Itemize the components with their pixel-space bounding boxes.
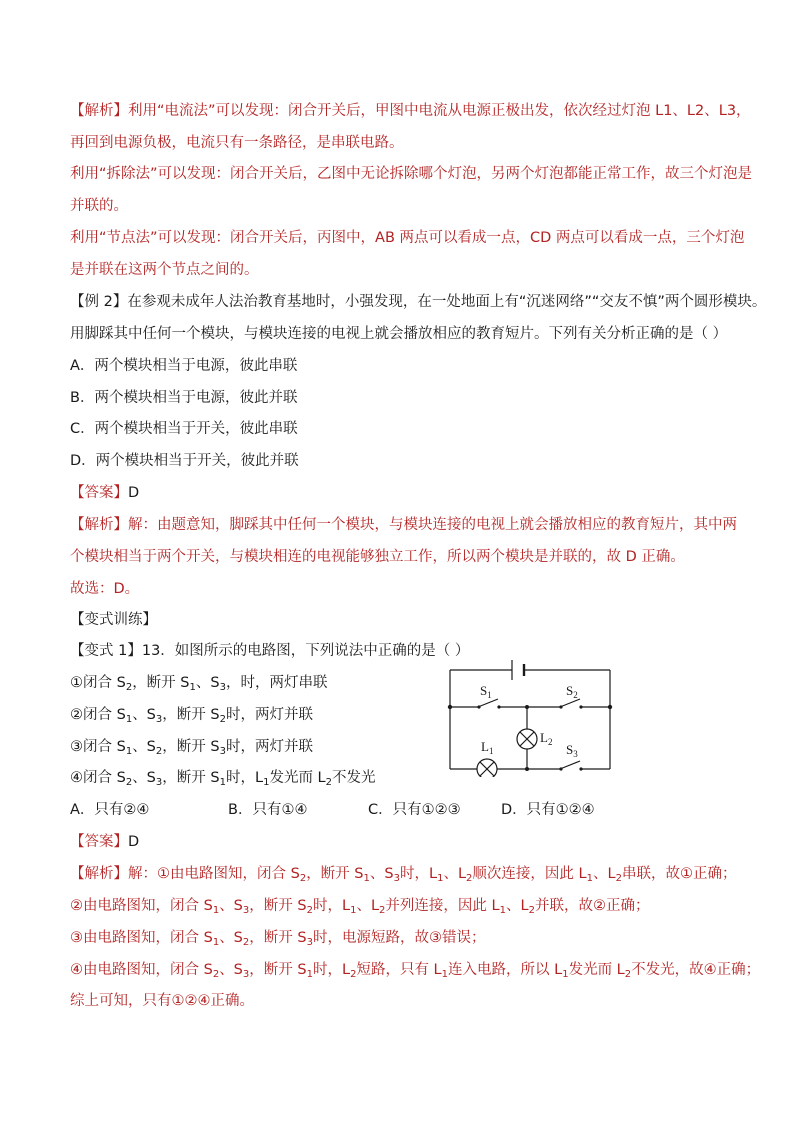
analysis-tag: 【解析】 bbox=[70, 517, 128, 533]
example2-line-1: 【例 2】在参观未成年人法治教育基地时，小强发现，在一处地面上有“沉迷网络”“交友不慎”两个圆形模块。 bbox=[70, 294, 767, 310]
junction-middle-top bbox=[525, 705, 529, 709]
label-s3: $S_3$ bbox=[566, 742, 578, 759]
example2-line-2: 用脚踩其中任何一个模块，与模块连接的电视上就会播放相应的教育短片。下列有关分析正确的是（ ） bbox=[70, 326, 728, 342]
choice-c: C．只有①②③ bbox=[368, 802, 461, 818]
variant1-analysis-1: 【解析】解：①由电路图知，闭合 $S_2$，断开 $S_1$、$S_3$时，$L_1$、$L_2$顺次连接，因此 $L_1$、$L_2$串联，故①正确； bbox=[70, 866, 737, 884]
variant1-analysis-4: ④由电路图知，闭合 $S_2$、$S_3$，断开 $S_1$时，$L_2$短路，只有 $L_1$连入电路，所以 $L_1$发光而 $L_2$不发光，故④正确； bbox=[70, 962, 761, 980]
variant1-answer: 【答案】D bbox=[70, 834, 140, 850]
switch-s1 bbox=[478, 699, 498, 707]
label-s2: $S_2$ bbox=[566, 683, 578, 700]
example2-analysis-line-1: 【解析】解：由题意知，脚踩其中任何一个模块，与模块连接的电视上就会播放相应的教育短片，其中两 bbox=[70, 517, 737, 533]
lamp-l2-icon bbox=[517, 729, 537, 749]
example2-option-a: A．两个模块相当于电源，彼此串联 bbox=[70, 358, 298, 374]
analysis-line-6: 是并联在这两个节点之间的。 bbox=[70, 262, 259, 278]
analysis-line-4: 并联的。 bbox=[70, 198, 128, 214]
example2-tag: 【例 2】 bbox=[70, 294, 128, 310]
example2-analysis-line-2: 个模块相当于两个开关，与模块相连的电视能够独立工作，所以两个模块是并联的，故 D 正确。 bbox=[70, 549, 685, 565]
junction-left bbox=[448, 705, 452, 709]
answer-tag: 【答案】 bbox=[70, 485, 128, 501]
choice-a: A．只有②④ bbox=[70, 802, 150, 818]
analysis-line-3: 利用“拆除法”可以发现：闭合开关后，乙图中无论拆除哪个灯泡，另两个灯泡都能正常工作，故三个灯泡是 bbox=[70, 166, 753, 182]
lamp-l1-icon bbox=[477, 759, 497, 777]
label-l2: $L_2$ bbox=[540, 730, 553, 747]
variant1-choices bbox=[70, 800, 595, 820]
junction-right bbox=[608, 705, 612, 709]
junction-middle-bottom bbox=[525, 767, 529, 771]
answer-tag: 【答案】 bbox=[70, 834, 128, 850]
label-s1: $S_1$ bbox=[480, 683, 492, 700]
circuit-diagram bbox=[440, 652, 620, 777]
variant1-analysis-5: 综上可知，只有①②④正确。 bbox=[70, 993, 254, 1009]
example2-choice: 故选：D。 bbox=[70, 581, 140, 597]
switch-s3 bbox=[560, 761, 580, 769]
variant1-analysis-3: ③由电路图知，闭合 $S_1$、$S_2$，断开 $S_3$时，电源短路，故③错误； bbox=[70, 930, 486, 948]
analysis-tag: 【解析】 bbox=[70, 103, 128, 119]
analysis-tag: 【解析】 bbox=[70, 866, 128, 882]
switch-s2 bbox=[560, 699, 580, 707]
variant1-statement-3: ③闭合 $S_1$、$S_2$，断开 $S_3$时，两灯并联 bbox=[70, 739, 313, 757]
variant1-analysis-2: ②由电路图知，闭合 $S_1$、$S_3$，断开 $S_2$时，$L_1$、$L_2$并列连接，因此 $L_1$、$L_2$并联，故②正确； bbox=[70, 898, 650, 916]
variant1-question: 【变式 1】13．如图所示的电路图，下列说法中正确的是（ ） bbox=[70, 643, 470, 659]
variant1-statement-2: ②闭合 $S_1$、$S_3$，断开 $S_2$时，两灯并联 bbox=[70, 707, 313, 725]
analysis-line-2: 再回到电源负极，电流只有一条路径，是串联电路。 bbox=[70, 135, 404, 151]
variant1-statement-4: ④闭合 $S_2$、$S_3$，断开 $S_1$时，$L_1$发光而 $L_2$不发光 bbox=[70, 770, 376, 788]
example2-option-c: C．两个模块相当于开关，彼此串联 bbox=[70, 421, 298, 437]
example2-option-d: D．两个模块相当于开关，彼此并联 bbox=[70, 453, 299, 469]
analysis-line-1: 【解析】利用“电流法”可以发现：闭合开关后，甲图中电流从电源正极出发，依次经过灯泡 L1、L2、L3， bbox=[70, 103, 751, 119]
choice-b: B．只有①④ bbox=[228, 802, 308, 818]
choice-d: D．只有①②④ bbox=[501, 802, 595, 818]
variant1-tag: 【变式 1】 bbox=[70, 643, 142, 659]
label-l1: $L_1$ bbox=[481, 739, 494, 756]
example2-answer: 【答案】D bbox=[70, 485, 140, 501]
variant1-statement-1: ①闭合 $S_2$，断开 $S_1$、$S_3$，时，两灯串联 bbox=[70, 675, 328, 693]
example2-option-b: B．两个模块相当于电源，彼此并联 bbox=[70, 390, 298, 406]
variant-heading: 【变式训练】 bbox=[70, 612, 157, 628]
analysis-line-5: 利用“节点法”可以发现：闭合开关后，丙图中，AB 两点可以看成一点，CD 两点可以看成一点，三个灯泡 bbox=[70, 230, 745, 246]
